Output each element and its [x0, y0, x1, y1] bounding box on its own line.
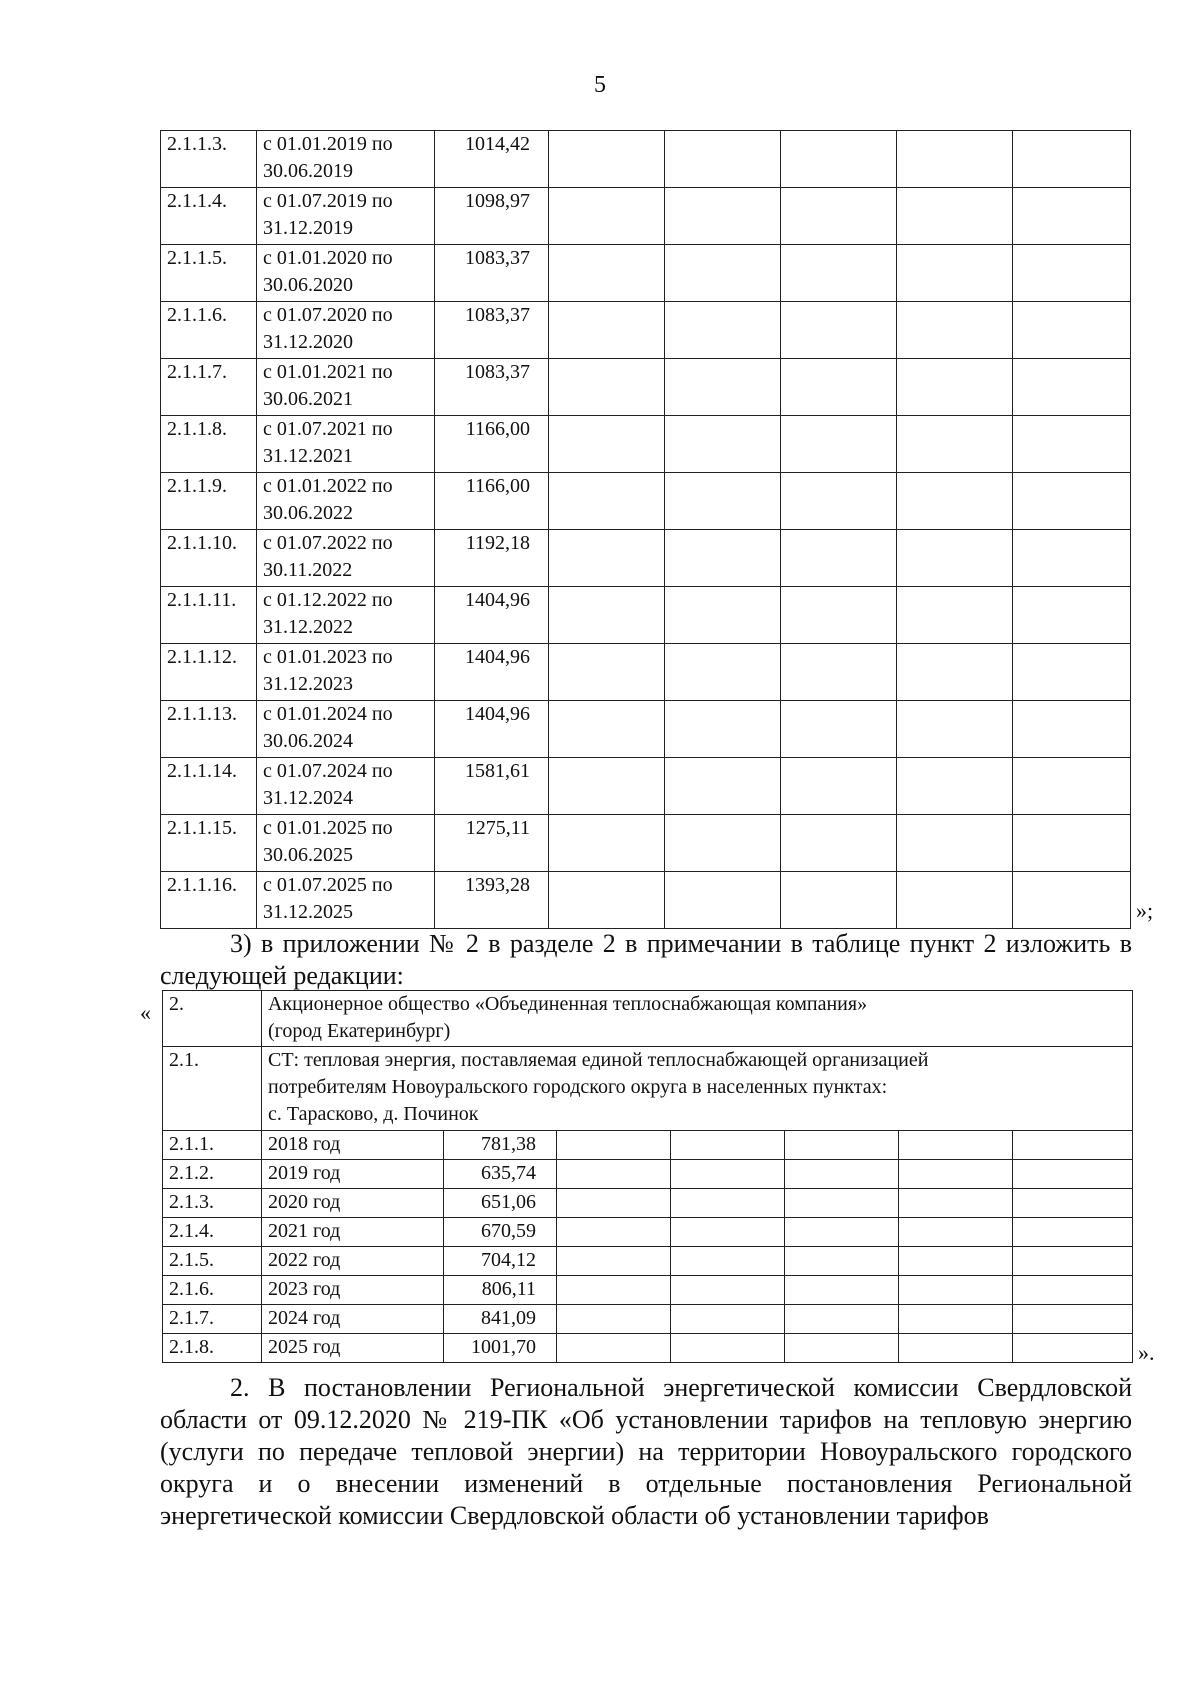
empty-cell — [665, 188, 781, 245]
empty-cell — [1013, 872, 1131, 929]
empty-cell — [897, 530, 1013, 587]
empty-cell — [897, 131, 1013, 188]
table-row — [161, 359, 1131, 416]
empty-cell — [549, 701, 665, 758]
table-row — [161, 245, 1131, 302]
empty-cell — [781, 701, 897, 758]
table-row — [161, 302, 1131, 359]
row-code: 2.1.4. — [163, 1218, 262, 1247]
table2-header-row-1 — [163, 991, 1133, 1047]
row-period-line1: с 01.07.2020 по — [263, 304, 393, 326]
empty-cell — [781, 530, 897, 587]
empty-cell — [557, 1334, 671, 1363]
empty-cell — [781, 188, 897, 245]
row-period-line1: с 01.01.2023 по — [263, 646, 393, 668]
row-period — [257, 530, 435, 587]
header2-text — [262, 1047, 1133, 1131]
table-row — [163, 1276, 1133, 1305]
empty-cell — [897, 587, 1013, 644]
row-period — [257, 473, 435, 530]
empty-cell — [665, 473, 781, 530]
empty-cell — [1013, 587, 1131, 644]
row-period — [257, 815, 435, 872]
row-code: 2.1.1.3. — [161, 131, 257, 188]
opening-quote-table2: « — [140, 1000, 151, 1025]
empty-cell — [1013, 1305, 1133, 1334]
row-period-line2: 30.06.2022 — [263, 502, 353, 524]
empty-cell — [671, 1334, 785, 1363]
empty-cell — [1013, 131, 1131, 188]
header1-code: 2. — [163, 991, 262, 1047]
row-period-line2: 30.06.2024 — [263, 730, 353, 752]
header2-text-line2: потребителям Новоуральского городского округа в населенных пунктах: — [268, 1076, 888, 1098]
row-period-line2: 31.12.2024 — [263, 787, 353, 809]
row-period-line2: 30.11.2022 — [263, 559, 353, 581]
empty-cell — [897, 473, 1013, 530]
row-value: 1404,96 — [435, 587, 549, 644]
empty-cell — [1013, 302, 1131, 359]
table-row — [161, 758, 1131, 815]
row-value: 806,11 — [444, 1276, 557, 1305]
empty-cell — [671, 1218, 785, 1247]
row-value: 1098,97 — [435, 188, 549, 245]
empty-cell — [549, 131, 665, 188]
row-period — [257, 245, 435, 302]
row-period — [257, 872, 435, 929]
header1-text-line1: Акционерное общество «Объединенная теплоснабжающая компания» — [268, 993, 868, 1015]
table-row — [163, 1305, 1133, 1334]
row-period-line1: с 01.01.2019 по — [263, 133, 393, 155]
row-period — [257, 644, 435, 701]
row-code: 2.1.1.7. — [161, 359, 257, 416]
row-period-line1: с 01.07.2024 по — [263, 760, 393, 782]
row-year: 2022 год — [262, 1247, 444, 1276]
row-value: 670,59 — [444, 1218, 557, 1247]
row-value: 781,38 — [444, 1131, 557, 1160]
empty-cell — [781, 416, 897, 473]
row-value: 704,12 — [444, 1247, 557, 1276]
row-code: 2.1.7. — [163, 1305, 262, 1334]
row-value: 1166,00 — [435, 473, 549, 530]
row-period-line2: 30.06.2019 — [263, 160, 353, 182]
empty-cell — [665, 245, 781, 302]
row-code: 2.1.1.16. — [161, 872, 257, 929]
empty-cell — [899, 1334, 1013, 1363]
empty-cell — [785, 1334, 899, 1363]
empty-cell — [557, 1189, 671, 1218]
row-value: 651,06 — [444, 1189, 557, 1218]
empty-cell — [785, 1276, 899, 1305]
empty-cell — [671, 1189, 785, 1218]
empty-cell — [671, 1276, 785, 1305]
row-code: 2.1.1. — [163, 1131, 262, 1160]
paragraph-2 — [160, 1372, 1132, 1532]
empty-cell — [557, 1218, 671, 1247]
row-period-line1: с 01.01.2022 по — [263, 475, 393, 497]
closing-quote-table1: »; — [1136, 898, 1154, 923]
empty-cell — [899, 1189, 1013, 1218]
row-code: 2.1.1.8. — [161, 416, 257, 473]
row-period-line2: 31.12.2021 — [263, 445, 353, 467]
empty-cell — [557, 1276, 671, 1305]
table-row — [161, 587, 1131, 644]
header1-text-line2: (город Екатеринбург) — [268, 1020, 451, 1042]
row-year: 2024 год — [262, 1305, 444, 1334]
empty-cell — [899, 1160, 1013, 1189]
empty-cell — [1013, 701, 1131, 758]
empty-cell — [557, 1160, 671, 1189]
row-period-line2: 30.06.2025 — [263, 844, 353, 866]
row-year: 2019 год — [262, 1160, 444, 1189]
empty-cell — [897, 701, 1013, 758]
empty-cell — [897, 758, 1013, 815]
empty-cell — [897, 245, 1013, 302]
row-year: 2025 год — [262, 1334, 444, 1363]
item3-text: 3) в приложении № 2 в разделе 2 в примечании в таблице пункт 2 изложить в следующей редакции: — [160, 929, 1132, 990]
row-year: 2018 год — [262, 1131, 444, 1160]
row-period-line1: с 01.07.2022 по — [263, 532, 393, 554]
empty-cell — [897, 644, 1013, 701]
empty-cell — [549, 245, 665, 302]
row-period-line2: 31.12.2025 — [263, 901, 353, 923]
row-period — [257, 188, 435, 245]
row-value: 1275,11 — [435, 815, 549, 872]
empty-cell — [1013, 245, 1131, 302]
row-value: 1404,96 — [435, 701, 549, 758]
table-row — [161, 131, 1131, 188]
table-row — [163, 1131, 1133, 1160]
row-period — [257, 131, 435, 188]
empty-cell — [671, 1160, 785, 1189]
empty-cell — [1013, 416, 1131, 473]
empty-cell — [549, 473, 665, 530]
row-value: 635,74 — [444, 1160, 557, 1189]
empty-cell — [665, 587, 781, 644]
table-row — [161, 416, 1131, 473]
empty-cell — [899, 1131, 1013, 1160]
empty-cell — [549, 302, 665, 359]
row-value: 1192,18 — [435, 530, 549, 587]
row-period — [257, 758, 435, 815]
row-code: 2.1.5. — [163, 1247, 262, 1276]
row-period-line2: 30.06.2021 — [263, 388, 353, 410]
empty-cell — [781, 587, 897, 644]
empty-cell — [781, 758, 897, 815]
row-value: 841,09 — [444, 1305, 557, 1334]
empty-cell — [1013, 359, 1131, 416]
empty-cell — [1013, 188, 1131, 245]
empty-cell — [785, 1305, 899, 1334]
empty-cell — [781, 302, 897, 359]
row-value: 1014,42 — [435, 131, 549, 188]
empty-cell — [897, 302, 1013, 359]
empty-cell — [1013, 1276, 1133, 1305]
table-row — [161, 644, 1131, 701]
row-code: 2.1.1.13. — [161, 701, 257, 758]
row-period-line1: с 01.07.2019 по — [263, 190, 393, 212]
row-period-line2: 31.12.2023 — [263, 673, 353, 695]
row-code: 2.1.3. — [163, 1189, 262, 1218]
paragraph-2-text: 2. В постановлении Региональной энергетической комиссии Свердловской области от 09.12.2020 № 219-ПК «Об установлении тарифов на тепловую энергию (услуги по передаче тепловой энергии) на территории Новоуральского городского округа и о внесении изменений в отдельные постановления Региональной энергетической комиссии Свердловской области об установлении тарифов — [160, 1373, 1132, 1530]
row-period-line2: 31.12.2019 — [263, 217, 353, 239]
empty-cell — [781, 245, 897, 302]
row-period — [257, 701, 435, 758]
table-row — [163, 1247, 1133, 1276]
empty-cell — [549, 416, 665, 473]
empty-cell — [1013, 815, 1131, 872]
empty-cell — [785, 1218, 899, 1247]
empty-cell — [549, 587, 665, 644]
table-row — [163, 1334, 1133, 1363]
table-row — [163, 1160, 1133, 1189]
empty-cell — [1013, 1247, 1133, 1276]
empty-cell — [785, 1189, 899, 1218]
empty-cell — [1013, 758, 1131, 815]
item3-paragraph — [160, 928, 1132, 992]
row-value: 1404,96 — [435, 644, 549, 701]
empty-cell — [897, 359, 1013, 416]
empty-cell — [781, 473, 897, 530]
empty-cell — [665, 644, 781, 701]
row-period — [257, 416, 435, 473]
row-period — [257, 359, 435, 416]
empty-cell — [665, 758, 781, 815]
empty-cell — [665, 530, 781, 587]
empty-cell — [665, 131, 781, 188]
table-row — [161, 530, 1131, 587]
row-year: 2021 год — [262, 1218, 444, 1247]
empty-cell — [781, 644, 897, 701]
row-period-line2: 31.12.2020 — [263, 331, 353, 353]
row-value: 1001,70 — [444, 1334, 557, 1363]
table-row — [161, 473, 1131, 530]
tariff-table-periods — [160, 130, 1131, 929]
empty-cell — [897, 188, 1013, 245]
empty-cell — [549, 530, 665, 587]
empty-cell — [899, 1218, 1013, 1247]
empty-cell — [899, 1247, 1013, 1276]
header2-code: 2.1. — [163, 1047, 262, 1131]
row-period-line2: 30.06.2020 — [263, 274, 353, 296]
empty-cell — [781, 815, 897, 872]
empty-cell — [785, 1247, 899, 1276]
empty-cell — [665, 359, 781, 416]
row-period-line1: с 01.01.2020 по — [263, 247, 393, 269]
row-period-line1: с 01.01.2021 по — [263, 361, 393, 383]
row-period-line1: с 01.07.2021 по — [263, 418, 393, 440]
header2-text-line3: с. Тарасково, д. Починок — [268, 1103, 479, 1125]
table-row — [161, 701, 1131, 758]
empty-cell — [549, 644, 665, 701]
row-period-line1: с 01.07.2025 по — [263, 874, 393, 896]
row-value: 1083,37 — [435, 302, 549, 359]
empty-cell — [671, 1247, 785, 1276]
row-period-line2: 31.12.2022 — [263, 616, 353, 638]
empty-cell — [781, 872, 897, 929]
empty-cell — [1013, 530, 1131, 587]
page-number: 5 — [594, 72, 606, 98]
row-code: 2.1.1.9. — [161, 473, 257, 530]
row-value: 1083,37 — [435, 359, 549, 416]
empty-cell — [897, 416, 1013, 473]
table-row — [161, 815, 1131, 872]
empty-cell — [1013, 1218, 1133, 1247]
row-code: 2.1.6. — [163, 1276, 262, 1305]
row-code: 2.1.1.6. — [161, 302, 257, 359]
empty-cell — [899, 1276, 1013, 1305]
empty-cell — [897, 872, 1013, 929]
row-value: 1581,61 — [435, 758, 549, 815]
table-row — [163, 1189, 1133, 1218]
row-code: 2.1.2. — [163, 1160, 262, 1189]
empty-cell — [665, 815, 781, 872]
row-code: 2.1.1.15. — [161, 815, 257, 872]
row-year: 2023 год — [262, 1276, 444, 1305]
row-code: 2.1.1.12. — [161, 644, 257, 701]
empty-cell — [557, 1247, 671, 1276]
row-code: 2.1.1.10. — [161, 530, 257, 587]
empty-cell — [1013, 1334, 1133, 1363]
empty-cell — [665, 701, 781, 758]
row-period-line1: с 01.12.2022 по — [263, 589, 393, 611]
row-code: 2.1.8. — [163, 1334, 262, 1363]
table-row — [161, 188, 1131, 245]
empty-cell — [897, 815, 1013, 872]
empty-cell — [665, 416, 781, 473]
empty-cell — [665, 872, 781, 929]
empty-cell — [785, 1131, 899, 1160]
empty-cell — [549, 815, 665, 872]
row-value: 1083,37 — [435, 245, 549, 302]
empty-cell — [1013, 473, 1131, 530]
row-period-line1: с 01.01.2025 по — [263, 817, 393, 839]
row-value: 1166,00 — [435, 416, 549, 473]
empty-cell — [665, 302, 781, 359]
row-code: 2.1.1.5. — [161, 245, 257, 302]
empty-cell — [557, 1131, 671, 1160]
empty-cell — [1013, 1189, 1133, 1218]
empty-cell — [781, 131, 897, 188]
row-year: 2020 год — [262, 1189, 444, 1218]
table-row — [163, 1218, 1133, 1247]
empty-cell — [781, 359, 897, 416]
empty-cell — [557, 1305, 671, 1334]
row-code: 2.1.1.11. — [161, 587, 257, 644]
header1-text — [262, 991, 1133, 1047]
row-period-line1: с 01.01.2024 по — [263, 703, 393, 725]
table2-header-row-2 — [163, 1047, 1133, 1131]
closing-quote-table2: ». — [1138, 1340, 1155, 1365]
tariff-table-years — [162, 990, 1133, 1363]
row-code: 2.1.1.14. — [161, 758, 257, 815]
empty-cell — [549, 188, 665, 245]
row-code: 2.1.1.4. — [161, 188, 257, 245]
empty-cell — [549, 359, 665, 416]
empty-cell — [671, 1305, 785, 1334]
empty-cell — [899, 1305, 1013, 1334]
row-period — [257, 587, 435, 644]
empty-cell — [549, 758, 665, 815]
row-period — [257, 302, 435, 359]
table-row — [161, 872, 1131, 929]
empty-cell — [1013, 1131, 1133, 1160]
empty-cell — [1013, 644, 1131, 701]
empty-cell — [549, 872, 665, 929]
header2-text-line1: СТ: тепловая энергия, поставляемая единой теплоснабжающей организацией — [268, 1049, 929, 1071]
empty-cell — [671, 1131, 785, 1160]
empty-cell — [1013, 1160, 1133, 1189]
empty-cell — [785, 1160, 899, 1189]
row-value: 1393,28 — [435, 872, 549, 929]
